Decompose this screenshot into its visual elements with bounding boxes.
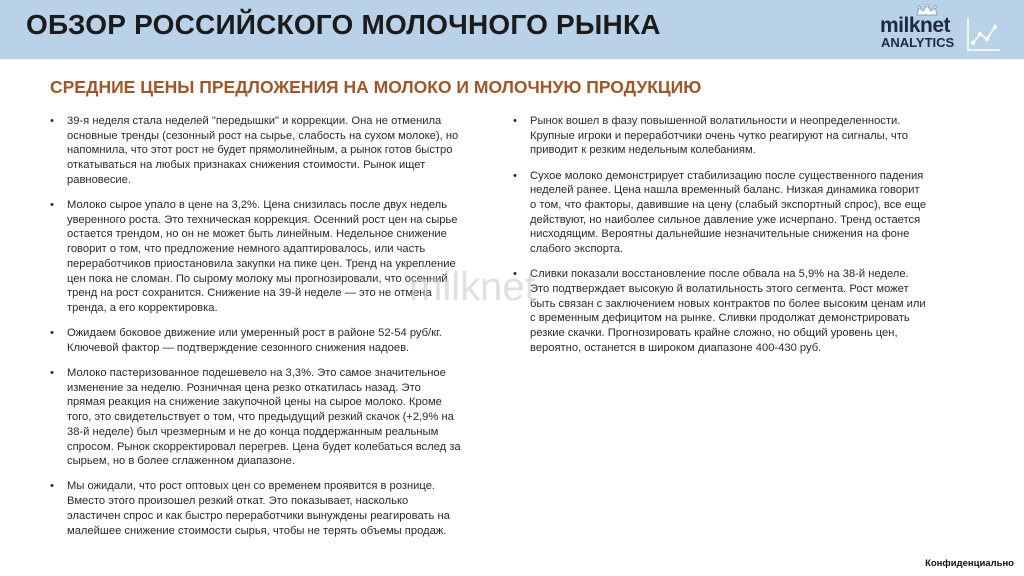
list-item: • Мы ожидали, что рост оптовых цен со временем проявится в рознице. Вместо этого произошел резкий откат. Это показывает, насколько эластичен спрос и как быстро переработчики вынуждены реагировать на малейшее снижение стоимости сырья, чтобы не терять объемы продаж. xyxy=(50,479,462,538)
section-subtitle: СРЕДНИЕ ЦЕНЫ ПРЕДЛОЖЕНИЯ НА МОЛОКО И МОЛОЧНУЮ ПРОДУКЦИЮ xyxy=(50,77,702,97)
left-bullet-list xyxy=(50,114,462,549)
list-item: • 39-я неделя стала неделей "передышки" и коррекции. Она не отменила основные тренды (сезонный рост на сырье, слабость на сухом молоке), но напомнила, что этот рост не будет прямолинейным, а рынок готов быстро откатываться на любых признаках снижения стоимости. Рынок ищет равновесие. xyxy=(50,114,462,188)
list-item: • Сливки показали восстановление после обвала на 5,9% на 38-й неделе. Это подтверждает высокую й волатильность этого сегмента. Рост может быть связан с заключением новых контрактов по более высоким ценам или с временным дефицитом на рынке. Сливки продолжат демонстрировать резкие скачки. Прогнозировать крайне сложно, но общий уровень цен, вероятно, останется в широком диапазоне 400-430 руб. xyxy=(513,267,928,355)
confidential-label: Конфиденциально xyxy=(925,558,1014,569)
right-bullet-list xyxy=(513,114,928,366)
logo-name: milknet xyxy=(880,14,951,37)
line-chart-icon xyxy=(966,16,1002,52)
list-item: • Сухое молоко демонстрирует стабилизацию после существенного падения неделей ранее. Цена нашла временный баланс. Низкая динамика говорит о том, что факторы, давившие на цену (слабый экспортный спрос), все еще действуют, но наиболее сильное давление уже исчерпано. Тренд остается нисходящим. Вероятны дальнейшие незначительные снижения на фоне слабого экспорта. xyxy=(513,169,928,257)
list-item: • Ожидаем боковое движение или умеренный рост в районе 52-54 руб/кг. Ключевой фактор — подтверждение сезонного снижения надоев. xyxy=(50,326,462,355)
list-item: • Рынок вошел в фазу повышенной волатильности и неопределенности. Крупные игроки и переработчики очень чутко реагируют на сигналы, что приводит к резким недельным колебаниям. xyxy=(513,114,928,158)
milknet-logo xyxy=(880,4,960,54)
list-item: • Молоко пастеризованное подешевело на 3,3%. Это самое значительное изменение за неделю. Розничная цена резко откатилась назад. Это прямая реакция на снижение закупочной цены на сырое молоко. Кроме того, это свидетельствует о том, что предыдущий резкий скачок (+2,9% на 38-й неделе) был чрезмерным и не до конца поддержанным реальным спросом. Рынок скорректировал перегрев. Цена будет колебаться вслед за сырьем, но в более сглаженном диапазоне. xyxy=(50,366,462,469)
watermark: milknet xyxy=(409,265,536,309)
logo-subtitle: ANALYTICS xyxy=(881,35,955,50)
list-item: • Молоко сырое упало в цене на 3,2%. Цена снизилась после двух недель уверенного роста. Это техническая коррекция. Осенний рост цен на сырье остается трендом, но он не может быть линейным. Недельное снижение говорит о том, что предложение немного адаптировалось, или часть переработчиков приостановила закупки на пике цен. Тренд на укрепление цен пока не сломан. По сырому молоку мы прогнозировали, что осенний тренд на рост сохранится. Снижение на 39-й неделе — это не отмена тренда, а его корректировка. xyxy=(50,198,462,316)
page-title: ОБЗОР РОССИЙСКОГО МОЛОЧНОГО РЫНКА xyxy=(26,9,661,40)
header-bar xyxy=(0,0,1024,59)
